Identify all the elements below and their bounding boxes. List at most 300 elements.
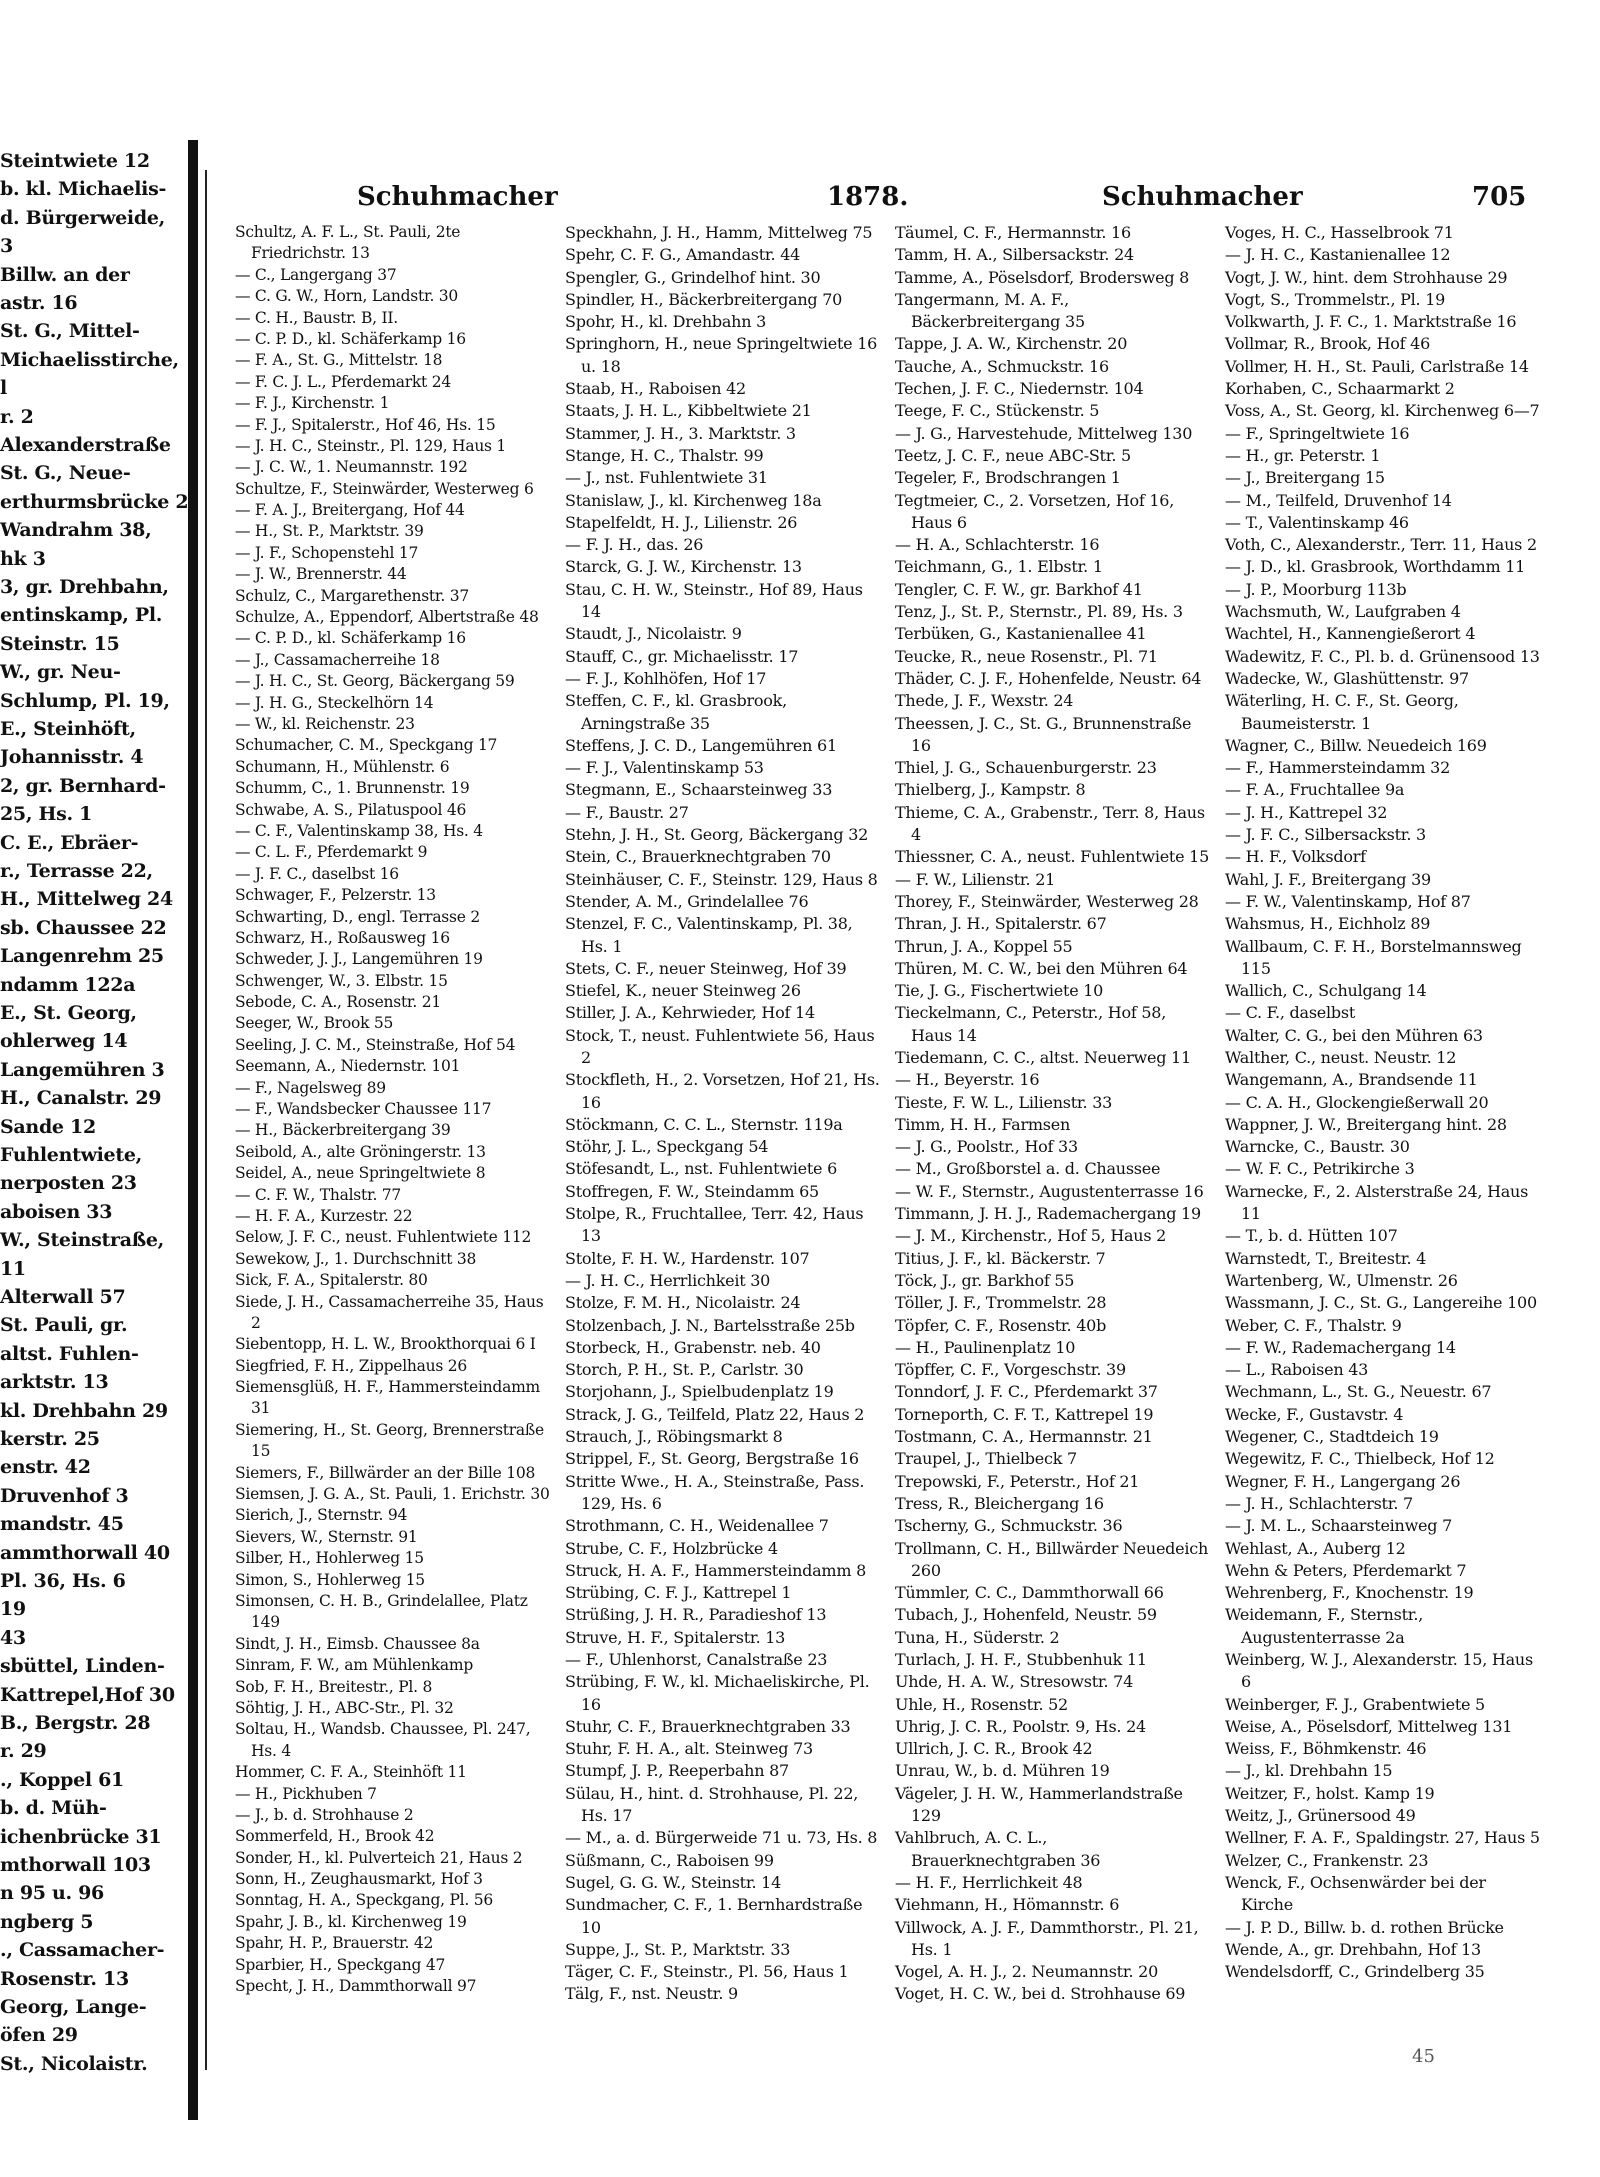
directory-entry: Tubach, J., Hohenfeld, Neustr. 59	[895, 1605, 1157, 1625]
directory-entry: Seeling, J. C. M., Steinstraße, Hof 54	[235, 1035, 516, 1054]
directory-entry: Wassmann, J. C., St. G., Langereihe 100	[1225, 1293, 1537, 1313]
directory-entry: Schultz, A. F. L., St. Pauli, 2te Friedrichstr. 13	[235, 223, 461, 263]
left-page-line: St., Nicolaistr.	[0, 2052, 148, 2075]
directory-entry: Warnecke, F., 2. Alsterstraße 24, Haus 11	[1225, 1181, 1529, 1224]
directory-entry: Turlach, J. H. F., Stubbenhuk 11	[895, 1650, 1147, 1669]
directory-page	[205, 170, 1552, 2070]
directory-entry: Spindler, H., Bäckerbreitergang 70	[565, 289, 843, 309]
page-number: 705	[1472, 182, 1527, 212]
directory-entry: Strube, C. F., Holzbrücke 4	[565, 1538, 778, 1558]
directory-entry: Tieckelmann, C., Peterstr., Hof 58, Haus 14	[895, 1003, 1167, 1045]
directory-entry: Süßmann, C., Raboisen 99	[565, 1850, 774, 1870]
directory-entry: Schulz, C., Margarethenstr. 37	[235, 586, 469, 605]
header-right-title: Schuhmacher	[1102, 182, 1303, 212]
directory-entry: Tuna, H., Süderstr. 2	[895, 1627, 1060, 1647]
directory-entry: — J. P., Moorburg 113b	[1225, 579, 1407, 599]
directory-entry: Spahr, H. P., Brauerstr. 42	[235, 1934, 434, 1953]
directory-entry: Schweder, J. J., Langemühren 19	[235, 950, 483, 969]
directory-entry: Stöhr, J. L., Speckgang 54	[565, 1137, 769, 1157]
directory-entry: Stolzenbach, J. N., Bartelsstraße 25b	[565, 1315, 855, 1335]
directory-entry: Spehr, C. F. G., Amandastr. 44	[565, 245, 801, 265]
left-page-line: kerstr. 25	[0, 1428, 100, 1450]
left-page-line: r., Terrasse 22,	[0, 860, 153, 882]
directory-entry: Teege, F. C., Stückenstr. 5	[895, 401, 1100, 421]
directory-entry: Siemsen, J. G. A., St. Pauli, 1. Erichstr. 30	[235, 1485, 550, 1504]
directory-entry: — F., Baustr. 27	[565, 802, 689, 822]
directory-entry: Tonndorf, J. F. C., Pferdemarkt 37	[895, 1382, 1158, 1402]
directory-entry: Schwarting, D., engl. Terrasse 2	[235, 907, 480, 926]
directory-entry: — J., nst. Fuhlentwiete 31	[565, 468, 768, 488]
directory-entry: Volkwarth, J. F. C., 1. Marktstraße 16	[1225, 312, 1517, 332]
directory-entry: Strauch, J., Röbingsmarkt 8	[565, 1427, 783, 1447]
directory-entry: Specht, J. H., Dammthorwall 97	[235, 1977, 477, 1996]
left-page-line: mthorwall 103	[0, 1854, 151, 1876]
directory-entry: — M., a. d. Bürgerweide 71 u. 73, Hs. 8	[565, 1828, 878, 1848]
directory-entry: — J. M. L., Schaarsteinweg 7	[1225, 1516, 1453, 1536]
directory-entry: — F., Nagelsweg 89	[235, 1078, 386, 1097]
directory-entry: Sinram, F. W., am Mühlenkamp	[235, 1656, 474, 1675]
left-page-line: ., Koppel 61	[0, 1768, 124, 1791]
directory-entry: — T., b. d. Hütten 107	[1225, 1226, 1398, 1246]
directory-entry: Sülau, H., hint. d. Strohhause, Pl. 22, Hs. 17	[565, 1783, 859, 1826]
directory-entry: — J., b. d. Strohhause 2	[235, 1805, 414, 1824]
directory-entry: Uhde, H. A. W., Stresowstr. 74	[895, 1672, 1134, 1692]
directory-entry: Seidel, A., neue Springeltwiete 8	[235, 1164, 486, 1183]
directory-entry: Schumm, C., 1. Brunnenstr. 19	[235, 779, 470, 798]
directory-entry: Weitzer, F., holst. Kamp 19	[1225, 1783, 1435, 1803]
directory-entry: — F. W., Valentinskamp, Hof 87	[1225, 891, 1471, 911]
directory-entry: Wehlast, A., Auberg 12	[1225, 1538, 1406, 1558]
directory-entry: Uhle, H., Rosenstr. 52	[895, 1694, 1068, 1714]
directory-entry: Schwenger, W., 3. Elbstr. 15	[235, 971, 448, 990]
directory-entry: Silber, H., Hohlerweg 15	[235, 1549, 424, 1568]
directory-entry: Stockfleth, H., 2. Vorsetzen, Hof 21, Hs. 16	[565, 1070, 880, 1112]
left-page-line: Druvenhof 3	[0, 1484, 129, 1507]
directory-entry: Stapelfeldt, H. J., Lilienstr. 26	[565, 512, 798, 532]
left-page-line: 2, gr. Bernhard-	[0, 774, 166, 797]
directory-entry: Tamm, H. A., Silbersackstr. 24	[895, 245, 1134, 265]
page-header	[207, 182, 1547, 218]
directory-entry: — W. F., Sternstr., Augustenterrasse 16	[895, 1181, 1204, 1201]
directory-entry: Ullrich, J. C. R., Brook 42	[895, 1739, 1093, 1759]
directory-entry: Weidemann, F., Sternstr., Augustenterrasse 2a	[1225, 1605, 1424, 1647]
directory-entry: Strübing, C. F. J., Kattrepel 1	[565, 1583, 792, 1603]
directory-entry: Villwock, A. J. F., Dammthorstr., Pl. 21, Hs. 1	[895, 1917, 1199, 1959]
directory-entry: Schultze, F., Steinwärder, Westerweg 6	[235, 479, 534, 498]
directory-entry: Timmann, J. H. J., Rademachergang 19	[895, 1204, 1201, 1224]
left-page-line: Johannisstr. 4	[0, 746, 144, 769]
directory-entry: Tegtmeier, C., 2. Vorsetzen, Hof 16, Haus 6	[895, 490, 1175, 532]
directory-entry: Voth, C., Alexanderstr., Terr. 11, Haus 2	[1225, 535, 1537, 555]
left-page-line: nerposten 23	[0, 1172, 137, 1195]
directory-entry: — F. A., Fruchtallee 9a	[1225, 780, 1405, 800]
directory-entry: Schwarz, H., Roßausweg 16	[235, 928, 450, 947]
directory-entry: Vollmer, H. H., St. Pauli, Carlstraße 14	[1225, 356, 1529, 376]
directory-entry: Tegeler, F., Brodschrangen 1	[895, 468, 1121, 488]
directory-entry: Uhrig, J. C. R., Poolstr. 9, Hs. 24	[895, 1716, 1146, 1736]
directory-entry: Voges, H. C., Hasselbrook 71	[1225, 223, 1454, 242]
directory-entry: Warnstedt, T., Breitestr. 4	[1225, 1248, 1427, 1268]
left-page-line: r. 29	[0, 1740, 47, 1763]
directory-entry: Söhtig, J. H., ABC-Str., Pl. 32	[235, 1698, 454, 1717]
directory-entry: Schwager, F., Pelzerstr. 13	[235, 886, 436, 905]
directory-entry: Suppe, J., St. P., Marktstr. 33	[565, 1939, 791, 1959]
directory-entry: Sonder, H., kl. Pulverteich 21, Haus 2	[235, 1848, 523, 1867]
left-page-line: ngberg 5	[0, 1910, 94, 1933]
left-page-line: Kattrepel,Hof 30	[0, 1683, 175, 1706]
directory-entry: Stau, C. H. W., Steinstr., Hof 89, Haus 14	[565, 579, 863, 622]
directory-entry: Wechmann, L., St. G., Neuestr. 67	[1225, 1382, 1492, 1402]
left-page-line: l	[0, 377, 7, 400]
directory-entry: Terbüken, G., Kastanienallee 41	[895, 624, 1147, 644]
directory-entry: Torneporth, C. F. T., Kattrepel 19	[895, 1404, 1154, 1424]
directory-entry: Sugel, G. G. W., Steinstr. 14	[565, 1872, 782, 1892]
directory-entry: Spohr, H., kl. Drehbahn 3	[565, 312, 767, 332]
left-page-line: b. d. Müh-	[0, 1797, 107, 1820]
directory-entry: — J., Cassamacherreihe 18	[235, 650, 440, 669]
left-page-line: r. 2	[0, 405, 34, 428]
directory-entry: Stuhr, C. F., Brauerknechtgraben 33	[565, 1716, 851, 1736]
directory-entry: — J. W., Brennerstr. 44	[235, 565, 407, 584]
directory-entry: Tälg, F., nst. Neustr. 9	[565, 1984, 738, 2004]
column-3	[895, 222, 1210, 2006]
directory-entry: Trepowski, F., Peterstr., Hof 21	[895, 1471, 1140, 1491]
directory-entry: — J. H. C., St. Georg, Bäckergang 59	[235, 672, 515, 691]
directory-entry: — J., kl. Drehbahn 15	[1225, 1761, 1393, 1781]
directory-entry: — J. P. D., Billw. b. d. rothen Brücke	[1225, 1917, 1504, 1937]
directory-entry: — F. A. J., Breitergang, Hof 44	[235, 501, 465, 520]
left-page-line: Langemühren 3	[0, 1058, 165, 1081]
directory-entry: Stein, C., Brauerknechtgraben 70	[565, 847, 831, 867]
left-page-line: 3	[0, 235, 13, 258]
directory-entry: Schumann, H., Mühlenstr. 6	[235, 757, 450, 776]
directory-entry: Stolte, F. H. W., Hardenstr. 107	[565, 1248, 810, 1268]
directory-entry: Steffen, C. F., kl. Grasbrook, Arningstraße 35	[565, 691, 787, 733]
directory-entry: Thielberg, J., Kampstr. 8	[895, 780, 1086, 800]
directory-entry: Stolpe, R., Fruchtallee, Terr. 42, Haus 13	[565, 1204, 864, 1246]
left-page-line: Pl. 36, Hs. 6	[0, 1570, 126, 1592]
directory-entry: Soltau, H., Wandsb. Chaussee, Pl. 247, Hs. 4	[235, 1720, 531, 1760]
directory-entry: — F. W., Rademachergang 14	[1225, 1337, 1456, 1357]
directory-entry: Strippel, F., St. Georg, Bergstraße 16	[565, 1449, 859, 1469]
directory-entry: Weise, A., Pöselsdorf, Mittelweg 131	[1225, 1716, 1513, 1736]
directory-entry: Stegmann, E., Schaarsteinweg 33	[565, 780, 833, 800]
directory-entry: Struve, H. F., Spitalerstr. 13	[565, 1627, 786, 1647]
directory-entry: Schumacher, C. M., Speckgang 17	[235, 736, 498, 755]
directory-entry: Storjohann, J., Spielbudenplatz 19	[565, 1382, 834, 1402]
directory-entry: — C. P. D., kl. Schäferkamp 16	[235, 629, 466, 648]
directory-entry: — C. G. W., Horn, Landstr. 30	[235, 287, 459, 306]
left-page-line: altst. Fuhlen-	[0, 1342, 139, 1365]
left-page-line: b. kl. Michaelis-	[0, 178, 167, 201]
directory-entry: Thiel, J. G., Schauenburgerstr. 23	[895, 758, 1157, 778]
directory-entry: Wäterling, H. C. F., St. Georg, Baumeisterstr. 1	[1225, 691, 1459, 733]
directory-entry: Sewekow, J., 1. Durchschnitt 38	[235, 1249, 477, 1268]
directory-entry: Hommer, C. F. A., Steinhöft 11	[235, 1763, 467, 1782]
directory-entry: Walter, C. G., bei den Mühren 63	[1225, 1025, 1483, 1045]
directory-entry: — C. F., daselbst	[1225, 1003, 1356, 1023]
directory-entry: Thede, J. F., Wexstr. 24	[895, 691, 1074, 711]
directory-entry: Simon, S., Hohlerweg 15	[235, 1570, 425, 1589]
directory-entry: — C., Langergang 37	[235, 265, 397, 284]
directory-entry: — F., Hammersteindamm 32	[1225, 758, 1451, 778]
left-page-line: E., Steinhöft,	[0, 718, 136, 740]
left-page-line: W., Steinstraße,	[0, 1229, 164, 1252]
directory-entry: Tenz, J., St. P., Sternstr., Pl. 89, Hs. 3	[895, 602, 1183, 622]
left-page-line: 19	[0, 1598, 26, 1621]
directory-entry: Schwabe, A. S., Pilatuspool 46	[235, 800, 467, 819]
directory-entry: — F. C. J. L., Pferdemarkt 24	[235, 372, 451, 391]
directory-entry: Sommerfeld, H., Brook 42	[235, 1827, 435, 1846]
directory-entry: Theessen, J. C., St. G., Brunnenstraße 16	[895, 713, 1192, 755]
directory-entry: Weiss, F., Böhmkenstr. 46	[1225, 1739, 1427, 1759]
directory-entry: Täumel, C. F., Hermannstr. 16	[895, 223, 1131, 242]
left-page-line: ohlerweg 14	[0, 1030, 128, 1053]
book-gutter	[188, 140, 198, 2120]
header-year: 1878.	[827, 182, 909, 212]
directory-entry: Steffens, J. C. D., Langemühren 61	[565, 735, 837, 755]
directory-entry: — F. J., Valentinskamp 53	[565, 758, 764, 778]
directory-entry: Viehmann, H., Hömannstr. 6	[895, 1895, 1120, 1915]
directory-entry: — J. H. C., Steinstr., Pl. 129, Haus 1	[235, 436, 507, 455]
directory-entry: Stoffregen, F. W., Steindamm 65	[565, 1181, 819, 1201]
directory-entry: Thrun, J. A., Koppel 55	[895, 936, 1073, 956]
directory-entry: — C. F., Valentinskamp 38, Hs. 4	[235, 821, 483, 840]
left-page-line: Steinstr. 15	[0, 632, 120, 655]
directory-entry: — J. H., Kattrepel 32	[1225, 802, 1388, 822]
left-page-line: Alterwall 57	[0, 1286, 126, 1308]
directory-entry: Siemering, H., St. Georg, Brennerstraße 15	[235, 1420, 544, 1461]
directory-entry: Simonsen, C. H. B., Grindelallee, Platz 149	[235, 1592, 528, 1632]
left-page-line: 11	[0, 1257, 26, 1280]
left-page-line: Steintwiete 12	[0, 150, 150, 172]
directory-entry: Thiessner, C. A., neust. Fuhlentwiete 15	[895, 847, 1210, 867]
directory-entry: Thüren, M. C. W., bei den Mühren 64	[895, 958, 1188, 978]
directory-entry: — C. A. H., Glockengießerwall 20	[1225, 1092, 1489, 1112]
left-page-line: sbüttel, Linden-	[0, 1655, 165, 1678]
directory-entry: — C. L. F., Pferdemarkt 9	[235, 843, 428, 862]
directory-entry: — J. G., Poolstr., Hof 33	[895, 1137, 1078, 1157]
directory-entry: Wadewitz, F. C., Pl. b. d. Grünensood 13	[1225, 646, 1540, 666]
directory-entry: Töpfer, C. F., Rosenstr. 40b	[895, 1315, 1107, 1335]
left-page-line: astr. 16	[0, 292, 78, 314]
directory-entry: Teichmann, G., 1. Elbstr. 1	[895, 557, 1103, 577]
directory-entry: Vahlbruch, A. C. L., Brauerknechtgraben 36	[895, 1828, 1101, 1870]
directory-entry: — M., Teilfeld, Druvenhof 14	[1225, 490, 1452, 510]
directory-entry: Tress, R., Bleichergang 16	[895, 1493, 1104, 1513]
directory-entry: Unrau, W., b. d. Mühren 19	[895, 1761, 1110, 1781]
left-page-line: enstr. 42	[0, 1456, 91, 1479]
directory-entry: Vägeler, J. H. W., Hammerlandstraße 129	[895, 1783, 1183, 1826]
directory-entry: Strack, J. G., Teilfeld, Platz 22, Haus 2	[565, 1404, 865, 1424]
column-4	[1225, 222, 1540, 1983]
directory-entry: Spahr, J. B., kl. Kirchenweg 19	[235, 1912, 467, 1931]
directory-entry: Vogt, S., Trommelstr., Pl. 19	[1225, 289, 1446, 309]
left-page-line: Rosenstr. 13	[0, 1967, 129, 1990]
directory-entry: — H., gr. Peterstr. 1	[1225, 445, 1381, 465]
directory-entry: Wallbaum, C. F. H., Borstelmannsweg 115	[1225, 936, 1522, 978]
directory-entry: Seeger, W., Brook 55	[235, 1014, 394, 1033]
directory-entry: Seibold, A., alte Gröningerstr. 13	[235, 1142, 486, 1161]
directory-entry: — F. J., Kohlhöfen, Hof 17	[565, 668, 767, 688]
directory-entry: Sparbier, H., Speckgang 47	[235, 1955, 446, 1974]
directory-entry: Weber, C. F., Thalstr. 9	[1225, 1315, 1402, 1335]
directory-entry: Tie, J. G., Fischertwiete 10	[895, 981, 1104, 1001]
directory-entry: Selow, J. F. C., neust. Fuhlentwiete 112	[235, 1228, 532, 1247]
directory-entry: — J. H. C., Herrlichkeit 30	[565, 1270, 771, 1290]
directory-entry: Wenck, F., Ochsenwärder bei der Kirche	[1225, 1872, 1486, 1915]
left-page-line: 43	[0, 1626, 26, 1649]
directory-entry: Staudt, J., Nicolaistr. 9	[565, 624, 742, 644]
directory-entry: — F. J., Spitalerstr., Hof 46, Hs. 15	[235, 415, 496, 434]
directory-entry: Strübing, F. W., kl. Michaeliskirche, Pl. 16	[565, 1672, 870, 1714]
directory-entry: Sierich, J., Sternstr. 94	[235, 1506, 408, 1525]
directory-entry: — C. H., Baustr. B, II.	[235, 308, 398, 327]
directory-entry: Stender, A. M., Grindelallee 76	[565, 891, 809, 911]
directory-entry: Siemers, F., Billwärder an der Bille 108	[235, 1463, 536, 1482]
directory-entry: Trollmann, C. H., Billwärder Neuedeich 260	[895, 1538, 1209, 1580]
left-page-line: Wandrahm 38,	[0, 519, 152, 542]
directory-entry: Sick, F. A., Spitalerstr. 80	[235, 1271, 428, 1290]
directory-entry: Siegfried, F. H., Zippelhaus 26	[235, 1356, 467, 1375]
directory-entry: Steinhäuser, C. F., Steinstr. 129, Haus 8	[565, 869, 878, 889]
directory-entry: — J. F. C., Silbersackstr. 3	[1225, 825, 1426, 845]
directory-entry: Spengler, G., Grindelhof hint. 30	[565, 267, 821, 287]
directory-entry: Voss, A., St. Georg, kl. Kirchenweg 6—7	[1225, 401, 1540, 421]
directory-entry: Vollmar, R., Brook, Hof 46	[1225, 334, 1431, 354]
left-page-line: d. Bürgerweide,	[0, 206, 165, 229]
directory-entry: — J. F., Schopenstehl 17	[235, 543, 419, 562]
directory-entry: — H. F., Herrlichkeit 48	[895, 1872, 1083, 1892]
directory-entry: Siede, J. H., Cassamacherreihe 35, Haus 2	[235, 1292, 544, 1332]
left-page-line: erthurmsbrücke 2	[0, 490, 189, 513]
directory-entry: — J. H. G., Steckelhörn 14	[235, 693, 434, 712]
left-page-line: mandstr. 45	[0, 1513, 124, 1536]
directory-entry: Thieme, C. A., Grabenstr., Terr. 8, Haus 4	[895, 802, 1205, 845]
left-page-line: ammthorwall 40	[0, 1541, 170, 1564]
left-page-line: St. G., Mittel-	[0, 320, 140, 343]
directory-entry: Thorey, F., Steinwärder, Westerweg 28	[895, 891, 1199, 911]
directory-entry: Storch, P. H., St. P., Carlstr. 30	[565, 1360, 804, 1380]
directory-entry: Sonntag, H. A., Speckgang, Pl. 56	[235, 1891, 493, 1910]
directory-entry: Tiedemann, C. C., altst. Neuerweg 11	[895, 1047, 1191, 1067]
left-page-line: Georg, Lange-	[0, 1996, 147, 2018]
column-2	[565, 222, 880, 2006]
left-page-line: C. E., Ebräer-	[0, 831, 139, 854]
directory-entry: Sob, F. H., Breitestr., Pl. 8	[235, 1677, 433, 1696]
directory-entry: Welzer, C., Frankenstr. 23	[1225, 1850, 1429, 1870]
directory-entry: Stiller, J. A., Kehrwieder, Hof 14	[565, 1003, 815, 1023]
directory-entry: — T., Valentinskamp 46	[1225, 512, 1409, 532]
directory-entry: Weitz, J., Grünersood 49	[1225, 1806, 1416, 1826]
directory-entry: Wecke, F., Gustavstr. 4	[1225, 1404, 1404, 1424]
directory-entry: Teetz, J. C. F., neue ABC-Str. 5	[895, 445, 1131, 465]
directory-entry: — J. H. C., Kastanienallee 12	[1225, 245, 1451, 265]
directory-entry: Walther, C., neust. Neustr. 12	[1225, 1047, 1457, 1067]
directory-entry: Wallich, C., Schulgang 14	[1225, 981, 1427, 1001]
directory-entry: Töck, J., gr. Barkhof 55	[895, 1270, 1075, 1290]
directory-entry: Wendelsdorff, C., Grindelberg 35	[1225, 1962, 1485, 1982]
directory-entry: Tauche, A., Schmuckstr. 16	[895, 356, 1109, 376]
directory-entry: Stumpf, J. P., Reeperbahn 87	[565, 1761, 789, 1781]
directory-entry: — H., Pickhuben 7	[235, 1784, 377, 1803]
left-page-line: aboisen 33	[0, 1200, 113, 1223]
left-page-line: Schlump, Pl. 19,	[0, 689, 170, 712]
left-page-line: entinskamp, Pl.	[0, 604, 163, 627]
directory-entry: Wegewitz, F. C., Thielbeck, Hof 12	[1225, 1449, 1495, 1469]
directory-entry: Tostmann, C. A., Hermannstr. 21	[895, 1427, 1153, 1447]
directory-entry: — F., Springeltwiete 16	[1225, 423, 1410, 443]
directory-entry: Stolze, F. M. H., Nicolaistr. 24	[565, 1293, 801, 1313]
directory-entry: — H., Beyerstr. 16	[895, 1070, 1040, 1090]
column-1	[235, 222, 550, 1997]
directory-entry: Seemann, A., Niedernstr. 101	[235, 1057, 461, 1076]
directory-entry: Struck, H. A. F., Hammersteindamm 8	[565, 1560, 867, 1580]
header-left-title: Schuhmacher	[357, 182, 558, 212]
directory-entry: Storbeck, H., Grabenstr. neb. 40	[565, 1337, 821, 1357]
left-page-line: St. G., Neue-	[0, 462, 131, 485]
left-page-line: n 95 u. 96	[0, 1882, 104, 1905]
left-page-line: hk 3	[0, 547, 46, 570]
directory-entry: Vogel, A. H. J., 2. Neumannstr. 20	[895, 1962, 1159, 1982]
directory-entry: — H., Bäckerbreitergang 39	[235, 1121, 451, 1140]
directory-entry: Tieste, F. W. L., Lilienstr. 33	[895, 1092, 1113, 1112]
directory-entry: — J. H., Schlachterstr. 7	[1225, 1493, 1413, 1513]
left-page-line: ndamm 122a	[0, 973, 136, 996]
directory-entry: Stock, T., neust. Fuhlentwiete 56, Haus 2	[565, 1025, 875, 1067]
directory-entry: Wappner, J. W., Breitergang hint. 28	[1225, 1114, 1507, 1134]
directory-entry: — F., Wandsbecker Chaussee 117	[235, 1100, 492, 1119]
left-page-line: 3, gr. Drehbahn,	[0, 576, 169, 598]
directory-entry: Wehn & Peters, Pferdemarkt 7	[1225, 1560, 1467, 1580]
directory-entry: Sievers, W., Sternstr. 91	[235, 1527, 418, 1546]
directory-entry: Schulze, A., Eppendorf, Albertstraße 48	[235, 608, 539, 627]
directory-entry: Stets, C. F., neuer Steinweg, Hof 39	[565, 958, 847, 978]
directory-entry: Warncke, C., Baustr. 30	[1225, 1137, 1410, 1157]
directory-entry: Tangermann, M. A. F., Bäckerbreitergang 35	[895, 289, 1085, 332]
directory-entry: — F. J., Kirchenstr. 1	[235, 394, 390, 413]
directory-entry: Siebentopp, H. L. W., Brookthorquai 6 I	[235, 1335, 536, 1354]
directory-entry: Wartenberg, W., Ulmenstr. 26	[1225, 1270, 1458, 1290]
directory-entry: Sundmacher, C. F., 1. Bernhardstraße 10	[565, 1895, 863, 1937]
directory-entry: Tümmler, C. C., Dammthorwall 66	[895, 1583, 1164, 1603]
directory-entry: Thäder, C. J. F., Hohenfelde, Neustr. 64	[895, 668, 1202, 688]
directory-entry: — F. W., Lilienstr. 21	[895, 869, 1056, 889]
left-page-line: öfen 29	[0, 2024, 78, 2047]
directory-entry: Täger, C. F., Steinstr., Pl. 56, Haus 1	[565, 1962, 849, 1982]
directory-entry: — H. F., Volksdorf	[1225, 847, 1366, 867]
left-page-fragment	[0, 150, 190, 2110]
directory-entry: — M., Großborstel a. d. Chaussee	[895, 1159, 1161, 1179]
left-page-line: Alexanderstraße	[0, 434, 171, 456]
directory-entry: Speckhahn, J. H., Hamm, Mittelweg 75	[565, 223, 873, 242]
directory-entry: Wellner, F. A. F., Spaldingstr. 27, Haus 5	[1225, 1828, 1540, 1848]
directory-entry: Wadecke, W., Glashüttenstr. 97	[1225, 668, 1469, 688]
left-page-line: 25, Hs. 1	[0, 803, 93, 826]
directory-entry: Stöckmann, C. C. L., Sternstr. 119a	[565, 1114, 843, 1134]
directory-entry: Töpffer, C. F., Vorgeschstr. 39	[895, 1360, 1126, 1380]
directory-entry: Stehn, J. H., St. Georg, Bäckergang 32	[565, 825, 869, 845]
directory-entry: Stanislaw, J., kl. Kirchenweg 18a	[565, 490, 822, 510]
directory-entry: — J. M., Kirchenstr., Hof 5, Haus 2	[895, 1226, 1167, 1246]
directory-entry: — W., kl. Reichenstr. 23	[235, 714, 415, 733]
directory-entry: Wegener, C., Stadtdeich 19	[1225, 1427, 1439, 1447]
left-page-line: Fuhlentwiete,	[0, 1144, 142, 1166]
directory-entry: Sonn, H., Zeughausmarkt, Hof 3	[235, 1870, 483, 1889]
left-page-line: Billw. an der	[0, 263, 130, 286]
directory-entry: Traupel, J., Thielbeck 7	[895, 1449, 1077, 1469]
directory-entry: Sindt, J. H., Eimsb. Chaussee 8a	[235, 1634, 480, 1653]
